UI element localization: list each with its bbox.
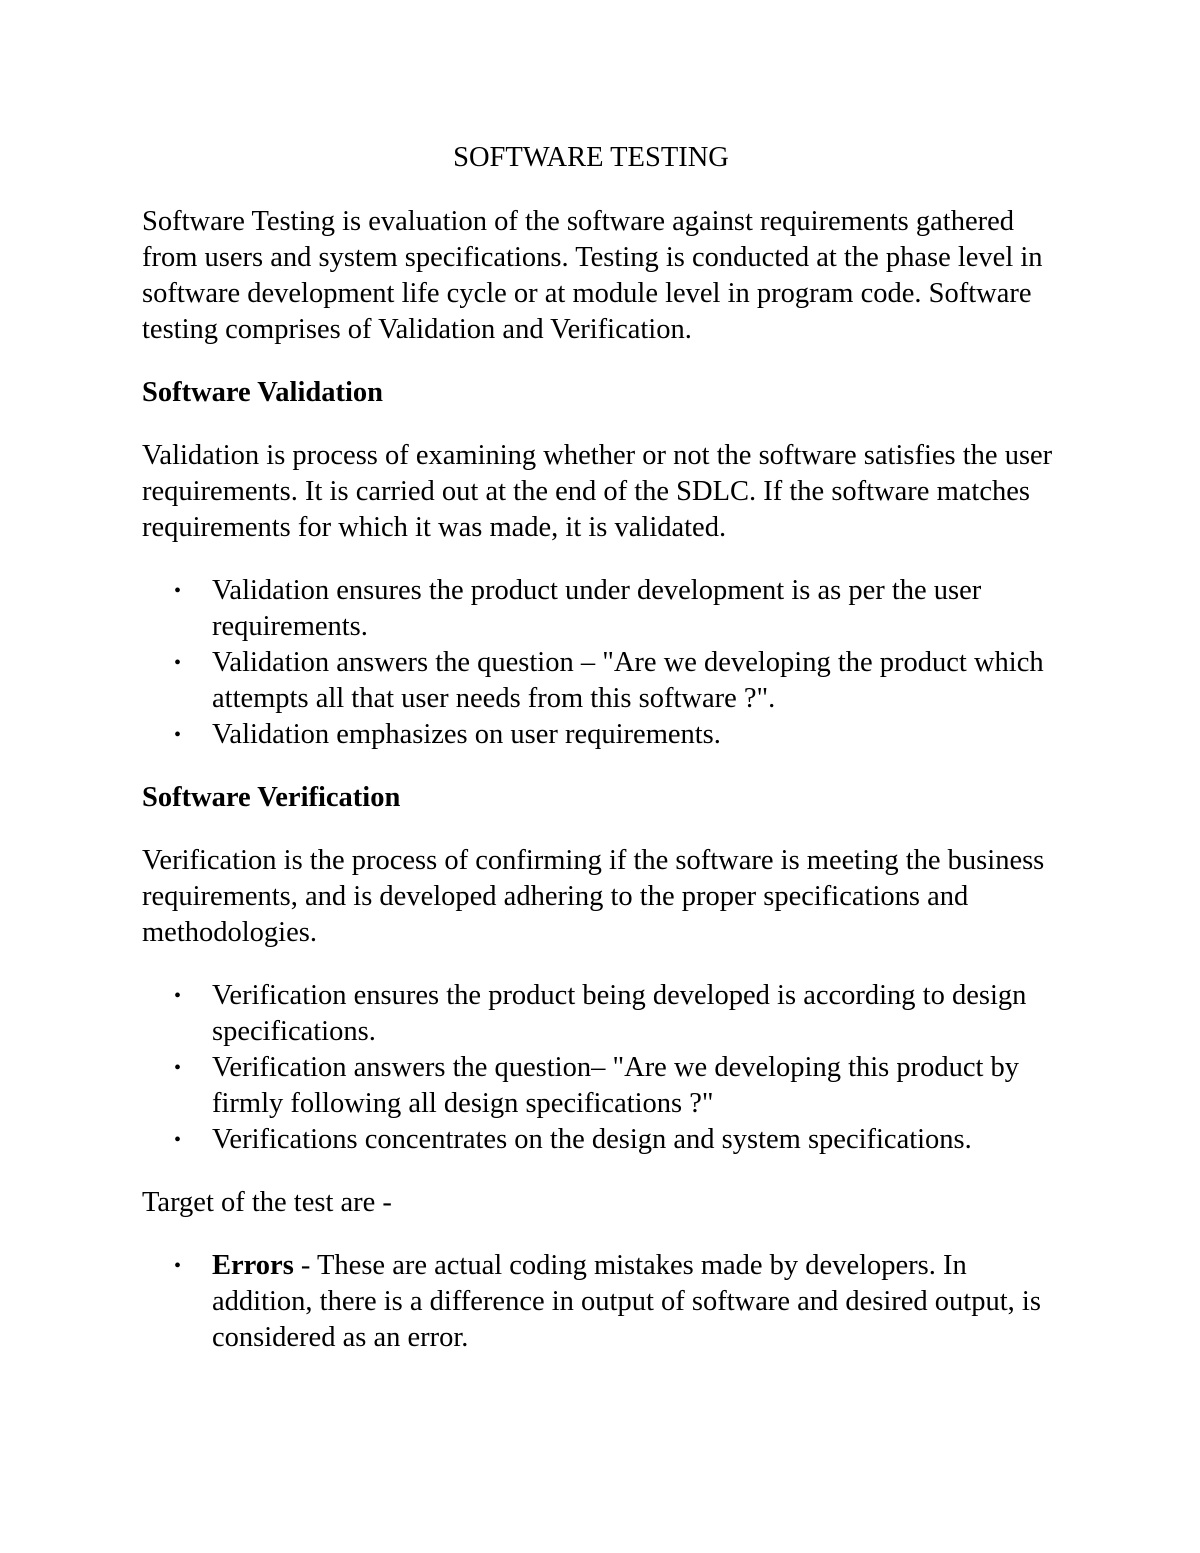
targets-list <box>142 1248 1062 1356</box>
list-item <box>142 645 1062 717</box>
list-item-text: Verifications concentrates on the design and system specifications. <box>212 1124 972 1155</box>
targets-intro: Target of the test are - <box>142 1187 392 1218</box>
list-item-text: Validation answers the question – "Are we developing the product which attempts all that user needs from this software ?". <box>212 647 1044 714</box>
validation-paragraph: Validation is process of examining whether or not the software satisfies the user requirements. It is carried out at the end of the SDLC. If the software matches requirements for which it was made, it is validated. <box>142 440 1053 543</box>
target-term: Errors <box>212 1250 294 1281</box>
list-item <box>142 978 1062 1050</box>
list-item <box>142 1248 1062 1356</box>
bullet-icon: • <box>174 652 182 674</box>
list-item-text: Validation ensures the product under development is as per the user requirements. <box>212 575 982 642</box>
list-item <box>142 1122 1062 1158</box>
bullet-icon: • <box>174 985 182 1007</box>
target-description: - These are actual coding mistakes made by developers. In addition, there is a difference in output of software and desired output, is considered as an error. <box>212 1250 1041 1353</box>
verification-heading: Software Verification <box>142 782 401 813</box>
bullet-icon: • <box>174 580 182 602</box>
intro-paragraph: Software Testing is evaluation of the software against requirements gathered from users and system specifications. Testing is conducted at the phase level in software development life cycle or at module level in program code. Software testing comprises of Validation and Verification. <box>142 206 1043 345</box>
verification-paragraph: Verification is the process of confirming if the software is meeting the business requirements, and is developed adhering to the proper specifications and methodologies. <box>142 845 1045 948</box>
list-item-text: Verification answers the question– "Are we developing this product by firmly following all design specifications ?" <box>212 1052 1020 1119</box>
bullet-icon: • <box>174 1057 182 1079</box>
list-item <box>142 717 1062 753</box>
list-item-text: Validation emphasizes on user requirements. <box>212 719 721 750</box>
verification-list <box>142 978 1062 1158</box>
bullet-icon: • <box>174 1255 182 1277</box>
list-item <box>142 1050 1062 1122</box>
validation-list <box>142 573 1062 753</box>
page-title: SOFTWARE TESTING <box>453 142 729 173</box>
bullet-icon: • <box>174 724 182 746</box>
list-item-text: Verification ensures the product being developed is according to design specifications. <box>212 980 1027 1047</box>
document-body <box>142 140 1062 1383</box>
validation-heading: Software Validation <box>142 377 383 408</box>
bullet-icon: • <box>174 1129 182 1151</box>
list-item <box>142 573 1062 645</box>
